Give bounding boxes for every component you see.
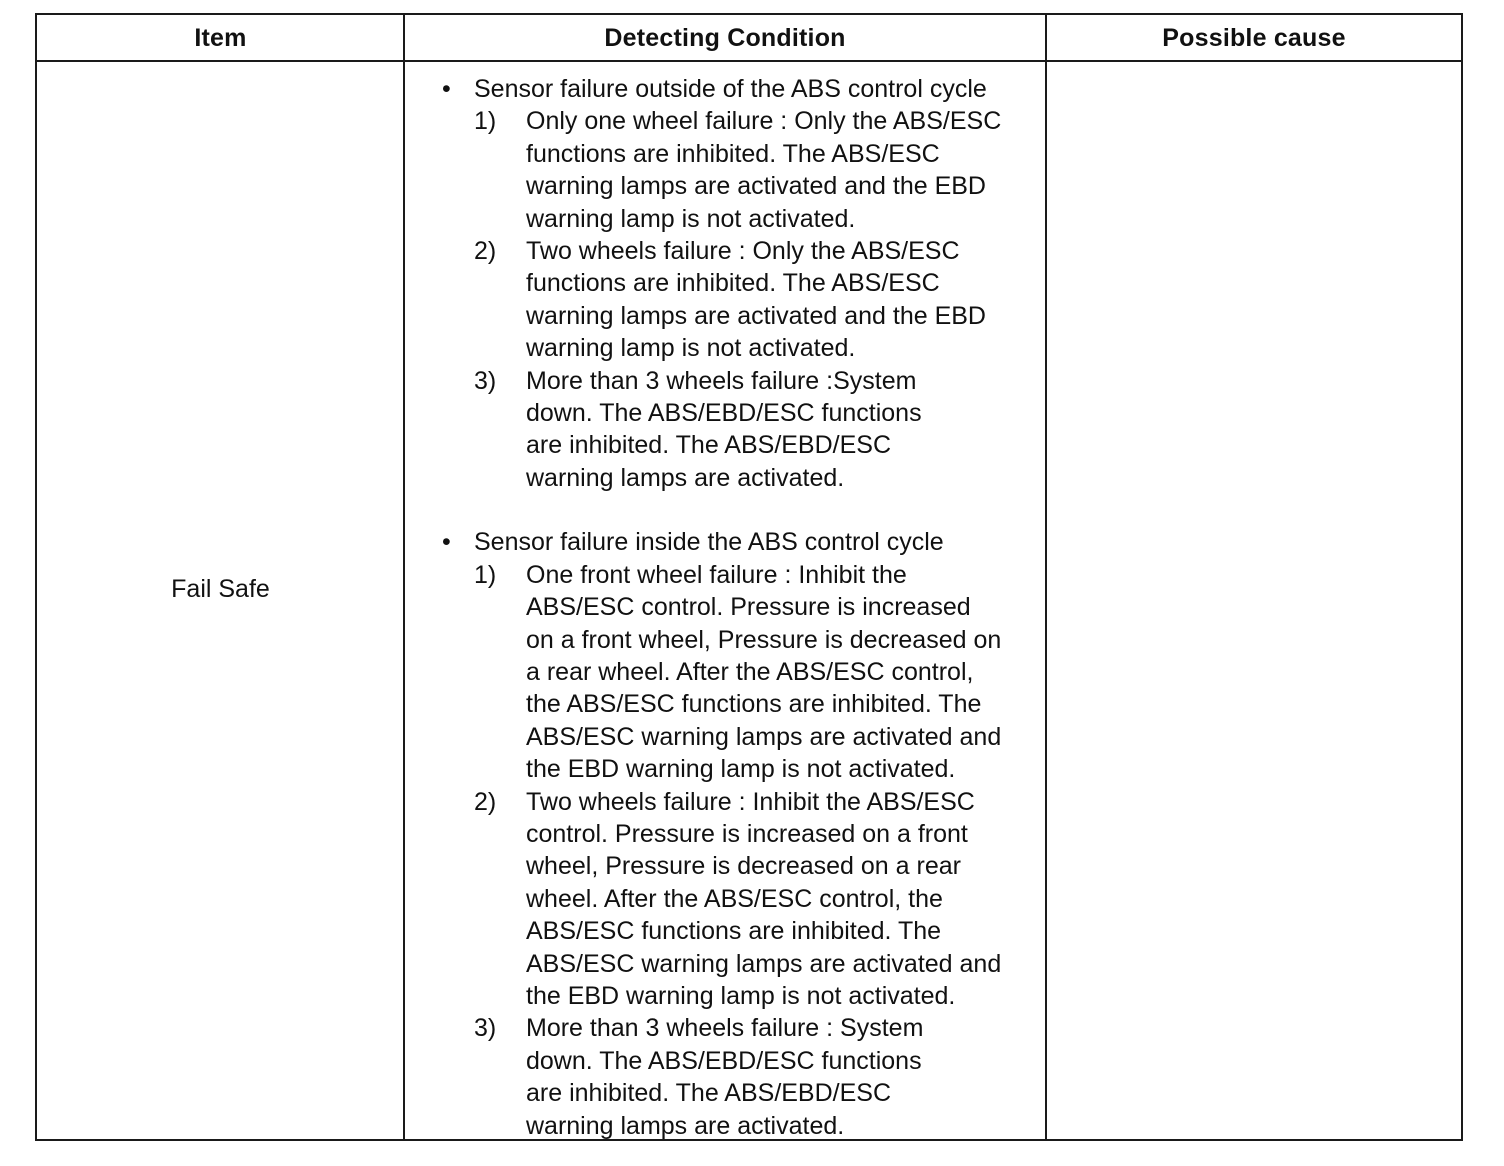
item-text-line: More than 3 wheels failure :System — [526, 366, 917, 395]
item-text-line: the EBD warning lamp is not activated. — [526, 981, 956, 1010]
item-text-line: warning lamps are activated. — [526, 1111, 845, 1140]
item-text-line: functions are inhibited. The ABS/ESC — [526, 139, 940, 168]
item-text-line: control. Pressure is increased on a front — [526, 819, 968, 848]
item-text-line: More than 3 wheels failure : System — [526, 1014, 924, 1043]
bullet-icon: • — [442, 528, 451, 557]
numbered-item — [442, 105, 1042, 235]
item-text-line: the EBD warning lamp is not activated. — [526, 755, 956, 784]
item-text — [526, 786, 1042, 1013]
item-text-line: Two wheels failure : Only the ABS/ESC — [526, 237, 960, 266]
header-item: Item — [194, 23, 247, 52]
numbered-item — [442, 365, 1042, 495]
item-number: 1) — [474, 107, 497, 136]
condition-section-title: Sensor failure outside of the ABS control cycle — [474, 75, 987, 103]
header-possible-cause: Possible cause — [1162, 23, 1346, 52]
item-text-line: the ABS/ESC functions are inhibited. The — [526, 690, 982, 719]
numbered-item — [442, 1012, 1042, 1142]
fail-safe-table — [35, 13, 1463, 1141]
item-text-line: warning lamps are activated. — [526, 463, 845, 492]
item-text-line: ABS/ESC warning lamps are activated and — [526, 949, 1002, 978]
item-number: 2) — [474, 237, 497, 266]
item-text-line: ABS/ESC functions are inhibited. The — [526, 917, 942, 946]
condition-section-title: Sensor failure inside the ABS control cycle — [474, 528, 944, 557]
bullet-icon: • — [442, 75, 451, 103]
item-text-line: a rear wheel. After the ABS/ESC control, — [526, 657, 974, 686]
condition-bullet — [442, 526, 1042, 558]
item-text-line: One front wheel failure : Inhibit the — [526, 560, 907, 589]
item-text — [526, 365, 1042, 495]
item-text-line: down. The ABS/EBD/ESC functions — [526, 1046, 922, 1075]
item-number: 3) — [474, 1014, 497, 1043]
numbered-item — [442, 235, 1042, 365]
section-gap — [442, 494, 1042, 526]
item-text — [526, 1012, 1042, 1142]
item-number: 3) — [474, 366, 497, 395]
item-text-line: are inhibited. The ABS/EBD/ESC — [526, 1079, 892, 1108]
condition-section — [442, 73, 1042, 494]
header-detecting-condition: Detecting Condition — [604, 23, 846, 52]
item-text-line: functions are inhibited. The ABS/ESC — [526, 269, 940, 298]
item-text — [526, 235, 1042, 365]
item-text-line: on a front wheel, Pressure is decreased on — [526, 625, 1002, 654]
item-text-line: down. The ABS/EBD/ESC functions — [526, 399, 922, 428]
item-text-line: wheel, Pressure is decreased on a rear — [526, 852, 961, 881]
item-number: 1) — [474, 560, 497, 589]
condition-section — [442, 526, 1042, 1142]
condition-bullet — [442, 73, 1042, 105]
item-number: 2) — [474, 787, 497, 816]
item-text-line: ABS/ESC control. Pressure is increased — [526, 593, 971, 622]
column-divider-2 — [1045, 15, 1047, 1139]
item-text-line: wheel. After the ABS/ESC control, the — [526, 884, 943, 913]
item-text-line: Only one wheel failure : Only the ABS/ESC — [526, 107, 1002, 136]
numbered-item — [442, 786, 1042, 1013]
item-text-line: Two wheels failure : Inhibit the ABS/ESC — [526, 787, 975, 816]
item-text — [526, 559, 1042, 786]
item-text — [526, 105, 1042, 235]
numbered-item — [442, 559, 1042, 786]
detecting-condition-cell — [442, 73, 1042, 1142]
item-cell-fail-safe: Fail Safe — [171, 575, 270, 603]
item-text-line: are inhibited. The ABS/EBD/ESC — [526, 431, 892, 460]
item-text-line: ABS/ESC warning lamps are activated and — [526, 722, 1002, 751]
item-text-line: warning lamps are activated and the EBD — [526, 172, 986, 201]
item-text-line: warning lamps are activated and the EBD — [526, 301, 986, 330]
item-text-line: warning lamp is not activated. — [526, 334, 856, 363]
item-text-line: warning lamp is not activated. — [526, 204, 856, 233]
